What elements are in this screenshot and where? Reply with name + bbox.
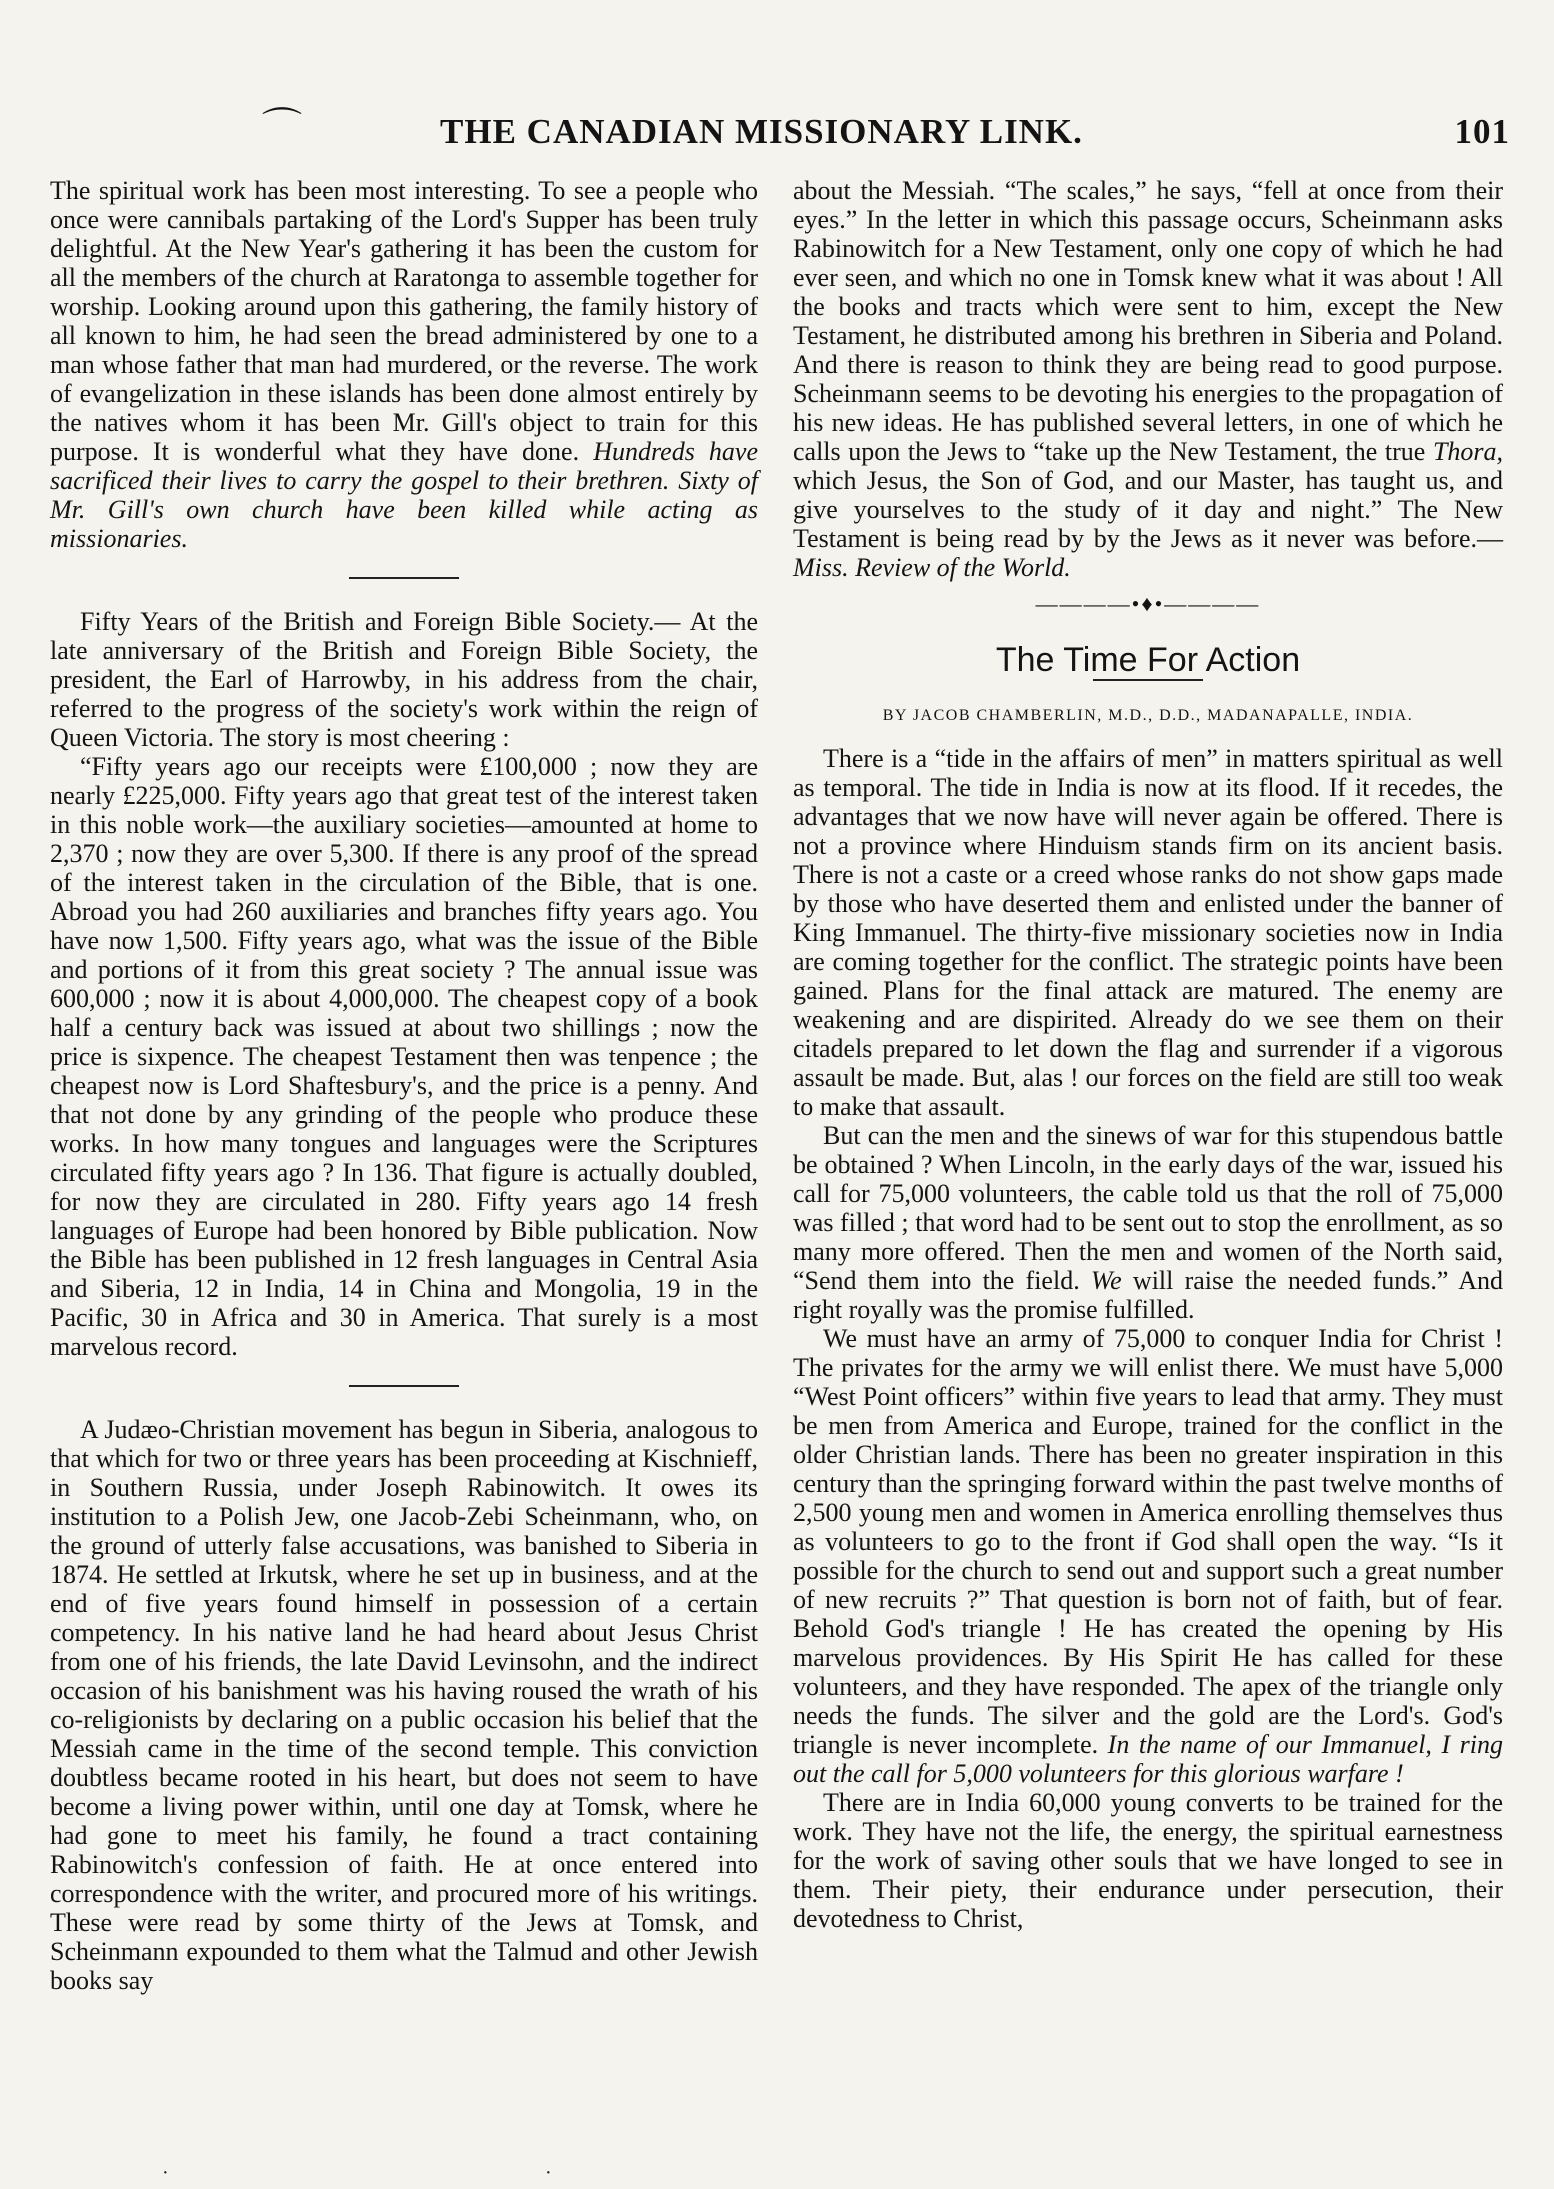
margin-mark: ⌒ — [262, 105, 302, 150]
army-text: We must have an army of 75,000 to conquer India for Christ ! The privates for the army we will enlist there. We must have 5,000 “West Point officers” within five years to lead that army. They must be men from America and Europe, trained for the conflict in the older Christian lands. There has been no greater inspiration in this century than the springing forward within the past twelve months of 2,500 young men and women in America enrolling themselves thus as volunteers to go to the front if God shall open the way. “Is it possible for the church to send out and support such a great number of new recruits ?” That question is born not of faith, but of fear. Behold God's triangle ! He has created the opening by His marvelous providences. By His Spirit He has called for these volunteers, and they have responded. The apex of the triangle only needs the funds. The silver and the gold are the Lord's. God's triangle is never incomplete. — [793, 1324, 1503, 1759]
ornament-divider: ————•♦•———— — [1035, 591, 1261, 616]
source-citation: Miss. Review of the World. — [793, 553, 1071, 582]
article-title: The Time For Action — [995, 641, 1301, 679]
gill-paragraph — [50, 176, 758, 553]
running-header — [440, 112, 1510, 152]
call-italic: In the name of our Immanuel, I ring out the call for 5,000 volunteers for this glorious warfare ! — [793, 1730, 1503, 1788]
section-divider — [349, 1385, 459, 1387]
lincoln-paragraph — [793, 1121, 1503, 1324]
section-divider — [349, 577, 459, 579]
left-column — [50, 176, 758, 1995]
right-column — [793, 176, 1503, 1933]
bottom-mark-center: · — [545, 2162, 552, 2184]
article-byline: BY JACOB CHAMBERLIN, M.D., D.D., MADANAPALLE, INDIA. — [882, 707, 1414, 724]
bottom-mark-left: · — [162, 2162, 169, 2184]
converts-paragraph: There are in India 60,000 young converts to be trained for the work. They have not the life, the energy, the spiritual earnestness for the work of saving other souls that we have longed to see in them. Their piety, their endurance under persecution, their devotedness to Christ, — [793, 1788, 1503, 1933]
gill-italic-text: Hundreds have sacrificed their lives to carry the gospel to their brethren. Sixty of Mr. Gill's own church have been killed while acting as missionaries. — [50, 437, 759, 553]
we-italic: We — [1090, 1266, 1122, 1295]
page-number: 101 — [1454, 112, 1510, 151]
gill-text: The spiritual work has been most interesting. To see a people who once were cannibals partaking of the Lord's Supper has been truly delightful. At the New Year's gathering it has been the custom for all the members of the church at Raratonga to assemble together for worship. Looking around upon this gathering, the family history of all known to him, he had seen the bread administered by one to a man whose father that man had murdered, or the reverse. The work of evangelization in these islands has been done almost entirely by the natives whom it has been Mr. Gill's object to train for this purpose. It is wonderful what they have done. — [50, 176, 758, 466]
messiah-paragraph — [793, 176, 1503, 582]
lincoln-text: But can the men and the sinews of war for this stupendous battle be obtained ? When Lincoln, in the early days of the war, issued his call for 75,000 volunteers, the cable told us that the roll of 75,000 was filled ; that word had to be sent out to stop the enrollment, as so many more offered. Then the men and women of the North said, “Send them into the field. — [793, 1121, 1503, 1295]
bible-society-intro: Fifty Years of the British and Foreign Bible Society.— At the late anniversary of the British and Foreign Bible Society, the president, the Earl of Harrowby, in his address from the chair, referred to the progress of the society's work within the reign of Queen Victoria. The story is most cheering : — [50, 607, 758, 752]
army-paragraph — [793, 1324, 1503, 1788]
lincoln-text-cont: will raise the needed funds.” And right royally was the promise fulfilled. — [793, 1266, 1503, 1324]
tide-paragraph: There is a “tide in the affairs of men” in matters spiritual as well as temporal. The tide in India is now at its flood. If it recedes, the advantages that we now have will never again be offered. There is not a province where Hinduism stands firm on its ancient basis. There is not a caste or a creed whose ranks do not show gaps made by those who have deserted them and enlisted under the banner of King Immanuel. The thirty-five missionary societies now in India are coming together for the conflict. The strategic points have been gained. Plans for the final attack are matured. The enemy are weakening and are dispirited. Already do we see them on their citadels prepared to let down the flag and surrender if a vigorous assault be made. But, alas ! our forces on the field are still too weak to make that assault. — [793, 744, 1503, 1121]
journal-title: THE CANADIAN MISSIONARY LINK. — [440, 112, 1083, 151]
bible-society-quote: “Fifty years ago our receipts were £100,000 ; now they are nearly £225,000. Fifty years ago that great test of the interest taken in this noble work—the auxiliary societies—amounted at home to 2,370 ; now they are over 5,300. If there is any proof of the spread of the interest taken in the circulation of the Bible, that is one. Abroad you had 260 auxiliaries and branches fifty years ago. You have now 1,500. Fifty years ago, what was the issue of the Bible and portions of it from this great society ? The annual issue was 600,000 ; now it is about 4,000,000. The cheapest copy of a book half a century back was issued at about two shillings ; now the price is sixpence. The cheapest Testament then was tenpence ; the cheapest now is Lord Shaftesbury's, and the price is a penny. And that not done by any grinding of the people who produce these works. In how many tongues and languages were the Scriptures circulated fifty years ago ? In 136. That figure is actually doubled, for now they are circulated in 280. Fifty years ago 14 fresh languages of Europe had been honored by Bible publication. Now the Bible has been published in 12 fresh languages in Central Asia and Siberia, 12 in India, 14 in China and Mongolia, 19 in the Pacific, 30 in Africa and 30 in America. That surely is a most marvelous record. — [50, 752, 758, 1361]
thora-italic: Thora, — [1432, 437, 1504, 466]
siberia-paragraph: A Judæo-Christian movement has begun in Siberia, analogous to that which for two or three years has been proceeding at Kischnieff, in Southern Russia, under Joseph Rabinowitch. It owes its institution to a Polish Jew, one Jacob-Zebi Scheinmann, who, on the ground of utterly false accusations, was banished to Siberia in 1874. He settled at Irkutsk, where he set up in business, and at the end of five years found himself in possession of a certain competency. In his native land he had heard about Jesus Christ from one of his friends, the late David Levinsohn, and the indirect occasion of his banishment was his having roused the wrath of his co-religionists by declaring on a public occasion his belief that the Messiah came in the time of the second temple. This conviction doubtless became rooted in his heart, but does not seem to have become a living power within, until one day at Tomsk, where he had gone to meet his family, he found a tract containing Rabinowitch's confession of faith. He at once entered into correspondence with the writer, and procured more of his writings. These were read by some thirty of the Jews at Tomsk, and Scheinmann expounded to them what the Talmud and other Jewish books say — [50, 1415, 758, 1995]
title-rule — [1093, 679, 1203, 681]
messiah-text: about the Messiah. “The scales,” he says, “fell at once from their eyes.” In the letter in which this passage occurs, Scheinmann asks Rabinowitch for a New Testament, only one copy of which he had ever seen, and which no one in Tomsk knew what it was about ! All the books and tracts which were sent to him, except the New Testament, he distributed among his brethren in Siberia and Poland. And there is reason to think they are being read to good purpose. Scheinmann seems to be devoting his energies to the propagation of his new ideas. He has published several letters, in one of which he calls upon the Jews to “take up the New Testament, the true — [793, 176, 1503, 466]
messiah-text-cont: which Jesus, the Son of God, and our Master, has taught us, and give yourselves to the study of it day and night.” The New Testament is being read by by the Jews as it never was before.— — [793, 466, 1503, 553]
